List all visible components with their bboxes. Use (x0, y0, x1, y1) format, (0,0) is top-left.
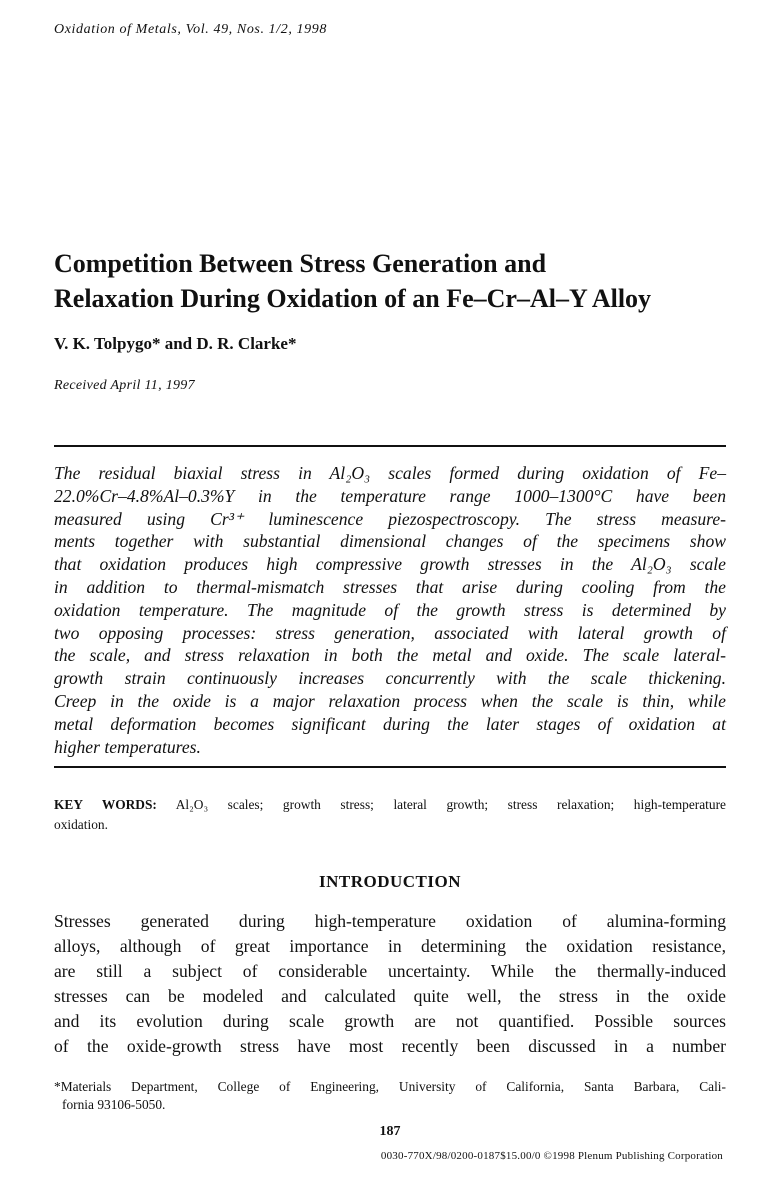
abstract-line: growth strain continuously increases concurrently with the scale thickening. (54, 668, 726, 689)
received-date: Received April 11, 1997 (54, 378, 195, 393)
abstract-line: higher temperatures. (54, 736, 201, 757)
abstract-line: that oxidation produces high compressive growth stresses in the Al₂O₃ scale (54, 554, 726, 575)
author-footnote (54, 1078, 726, 1114)
copyright-line: 0030-770X/98/0200-0187$15.00/0 ©1998 Plenum Publishing Corporation (380, 1150, 723, 1162)
body-line: stresses can be modeled and calculated quite well, the stress in the oxide (54, 985, 726, 1006)
body-line: and its evolution during scale growth are not quantified. Possible sources (54, 1010, 726, 1031)
keywords-line: oxidation. (54, 817, 108, 832)
abstract-line: oxidation temperature. The magnitude of the growth stress is determined by (54, 599, 726, 620)
title-line: Competition Between Stress Generation and (54, 249, 547, 278)
authors: V. K. Tolpygo* and D. R. Clarke* (54, 334, 297, 353)
body-line: of the oxide-growth stress have most recently been discussed in a number (54, 1035, 726, 1056)
footnote-line: *Materials Department, College of Engineering, University of California, Santa Barbara, Cali- (54, 1079, 726, 1094)
page-number: 187 (379, 1124, 401, 1139)
journal-header: Oxidation of Metals, Vol. 49, Nos. 1/2, 1998 (54, 22, 327, 37)
abstract-top-rule (54, 445, 726, 447)
abstract-line: metal deformation becomes significant during the later stages of oxidation at (54, 713, 726, 734)
abstract-line: Creep in the oxide is a major relaxation process when the scale is thin, while (54, 690, 726, 711)
footnote-line: fornia 93106-5050. (62, 1097, 166, 1112)
introduction-text (54, 909, 726, 1058)
title-line: Relaxation During Oxidation of an Fe–Cr–Al–Y Alloy (54, 284, 652, 313)
abstract-line: ments together with substantial dimensional changes of the specimens show (54, 531, 726, 552)
abstract-bottom-rule (54, 766, 726, 768)
body-line: are still a subject of considerable uncertainty. While the thermally-induced (54, 960, 726, 981)
abstract-line: the scale, and stress relaxation in both the metal and oxide. The scale lateral- (54, 645, 726, 666)
keywords-line (54, 795, 726, 815)
abstract-line: 22.0%Cr–4.8%Al–0.3%Y in the temperature range 1000–1300°C have been (54, 485, 726, 506)
body-line: Stresses generated during high-temperature oxidation of alumina-forming (54, 911, 726, 931)
abstract-line: The residual biaxial stress in Al₂O₃ scales formed during oxidation of Fe– (54, 463, 726, 483)
abstract-line: measured using Cr³⁺ luminescence piezospectroscopy. The stress measure- (54, 508, 726, 529)
abstract-line: two opposing processes: stress generation, associated with lateral growth of (54, 622, 726, 643)
keywords-label: KEY WORDS: (54, 797, 157, 812)
body-line: alloys, although of great importance in determining the oxidation resistance, (54, 935, 726, 956)
abstract-line: in addition to thermal-mismatch stresses that arise during cooling from the (54, 576, 726, 597)
article-title (54, 246, 744, 316)
keywords-text: Al₂O₃ scales; growth stress; lateral growth; stress relaxation; high-temperature (175, 797, 727, 812)
section-heading: INTRODUCTION (318, 872, 462, 891)
key-words (54, 795, 726, 835)
abstract (54, 462, 726, 758)
